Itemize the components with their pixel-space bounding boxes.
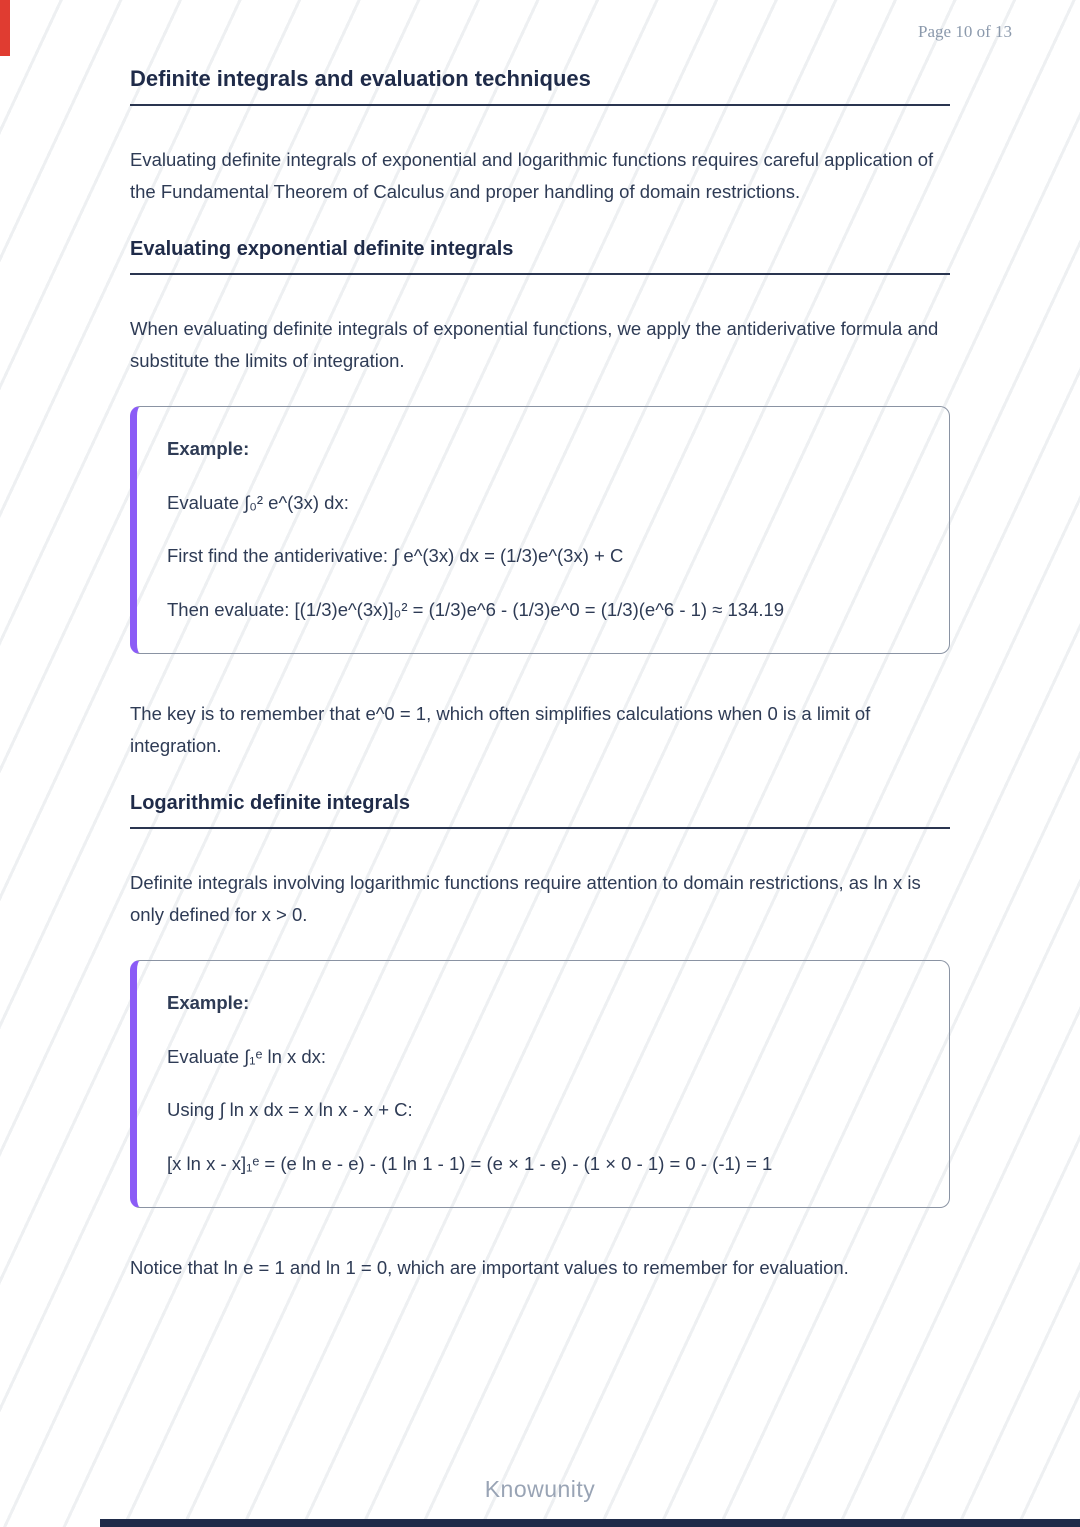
logarithmic-paragraph: Definite integrals involving logarithmic functions require attention to domain restrictions, as ln x is only defined for x > 0. [130, 872, 921, 925]
exponential-paragraph: When evaluating definite integrals of exponential functions, we apply the antiderivative formula and substitute the limits of integration. [130, 318, 939, 371]
example-problem-statement: Evaluate ∫₀² e^(3x) dx: [167, 491, 349, 513]
example-box-logarithmic [130, 960, 950, 1208]
red-corner-mark [0, 0, 10, 56]
example-box-exponential [130, 406, 950, 654]
notice-paragraph: Notice that ln e = 1 and ln 1 = 0, which are important values to remember for evaluation. [130, 1257, 849, 1278]
example-problem-statement: Evaluate ∫₁ᵉ ln x dx: [167, 1045, 327, 1067]
example-label: Example: [167, 438, 250, 459]
key-note-paragraph: The key is to remember that e^0 = 1, which often simplifies calculations when 0 is a limit of integration. [130, 703, 871, 756]
footer-brand: Knowunity [484, 1476, 596, 1502]
subsection-title-exponential: Evaluating exponential definite integrals [130, 238, 514, 260]
example-step-formula: Using ∫ ln x dx = x ln x - x + C: [167, 1099, 413, 1120]
subsection-exponential-rule [130, 273, 950, 275]
example-label: Example: [167, 992, 250, 1013]
intro-paragraph: Evaluating definite integrals of exponential and logarithmic functions requires careful application of the Fundamental Theorem of Calculus and proper handling of domain restrictions. [130, 149, 934, 202]
example-step-antiderivative: First find the antiderivative: ∫ e^(3x) dx = (1/3)e^(3x) + C [167, 545, 624, 566]
section-title: Definite integrals and evaluation techniques [130, 66, 591, 91]
example-step-evaluate: [x ln x - x]₁ᵉ = (e ln e - e) - (1 ln 1 - 1) = (e × 1 - e) - (1 × 0 - 1) = 0 - (-1) = 1 [167, 1152, 773, 1174]
subsection-logarithmic-rule [130, 827, 950, 829]
page-number: Page 10 of 13 [918, 22, 1012, 41]
page-content [130, 66, 950, 1314]
example-step-evaluate: Then evaluate: [(1/3)e^(3x)]₀² = (1/3)e^6 - (1/3)e^0 = (1/3)(e^6 - 1) ≈ 134.19 [167, 598, 785, 620]
subsection-title-logarithmic: Logarithmic definite integrals [130, 792, 411, 814]
section-title-rule [130, 104, 950, 106]
bottom-bar [100, 1519, 1080, 1527]
